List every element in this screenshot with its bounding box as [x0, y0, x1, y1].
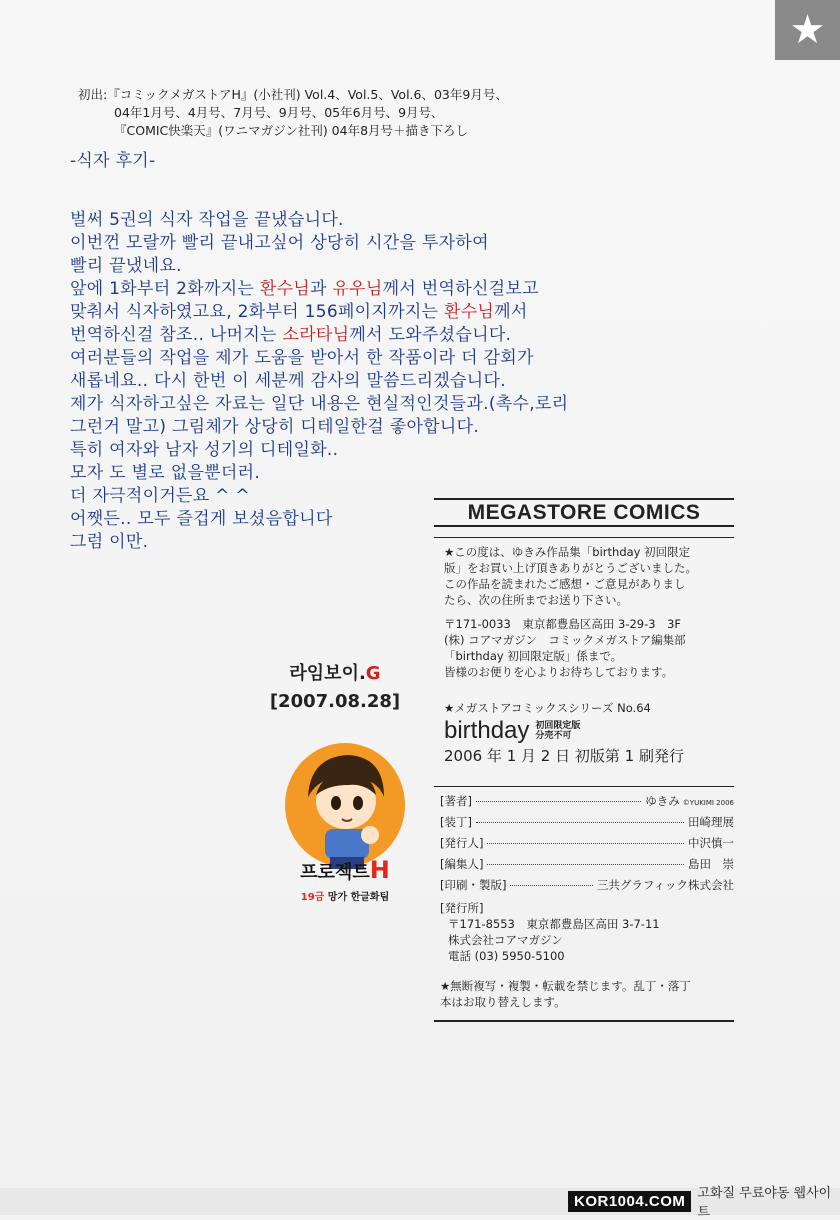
brand-title: MEGASTORE COMICS [434, 498, 734, 527]
publication-date: 2006 年 1 月 2 日 初版第 1 刷発行 [444, 747, 684, 765]
book-title-line [434, 718, 734, 744]
afterword-text: 어쨋든.. 모두 즐겁게 보셨음합니다 [70, 509, 333, 529]
mailing-address [434, 616, 734, 680]
publisher [434, 900, 734, 964]
signature [250, 660, 420, 716]
translator-name: 유우님 [332, 279, 383, 299]
afterword-text: 앞에 1화부터 2화까지는 [70, 279, 260, 299]
translator-name: 소라타님 [282, 325, 350, 345]
reader-message [434, 544, 734, 608]
afterword-text: 께서 [494, 302, 528, 322]
translator-name: 환수님 [259, 279, 311, 299]
staff-row [440, 793, 734, 814]
logo-h: H [369, 856, 390, 884]
age-rating: 19금 [300, 892, 325, 903]
credits-line: 初出:『コミックメガストアH』(小社刊) Vol.4、Vol.5、Vol.6、03年9月号、 [78, 87, 508, 102]
staff-row [440, 814, 734, 835]
afterword-line [70, 416, 770, 439]
credits-line: 04年1月号、4月号、7月号、9月号、05年6月号、9月号、 [114, 105, 444, 120]
reader-message-line: たら、次の住所までお送り下さい。 [444, 593, 628, 607]
colophon [434, 498, 734, 1022]
afterword-line [70, 301, 770, 324]
afterword-text: 모자 도 별로 없을뿐더러. [70, 463, 261, 483]
notice-line: ★無断複写・複製・転載を禁じます。乱丁・落丁 [440, 979, 691, 993]
afterword-text: 께서 번역하신걸보고 [382, 279, 539, 299]
staff-list [434, 786, 734, 898]
afterword-text: 그럼 이만. [70, 532, 149, 552]
watermark-logo: KOR1004.COM [568, 1191, 691, 1212]
staff-name: 田崎理展 [688, 815, 734, 829]
book-title: birthday [444, 717, 530, 744]
edition-tag-not-sold-separately: 分売不可 [535, 731, 572, 741]
afterword-line [70, 209, 770, 232]
afterword-text: 벌써 5권의 식자 작업을 끝냈습니다. [70, 210, 344, 230]
staff-role: [発行人] [440, 836, 484, 850]
afterword-text: 그런거 말고) 그림체가 상당히 디테일한걸 좋아합니다. [70, 417, 480, 437]
copyright: ©YUKIMI 2006 [682, 799, 734, 807]
staff-name: 中沢慎一 [688, 836, 734, 850]
publisher-line: 株式会社コアマガジン [448, 933, 563, 947]
afterword-line [70, 370, 770, 393]
closing-line: 皆様のお便りを心よりお待ちしております。 [444, 665, 674, 679]
watermark [568, 1186, 840, 1220]
afterword-text: 이번껀 모랄까 빨리 끝내고싶어 상당히 시간을 투자하여 [70, 233, 489, 253]
afterword-text: 께서 도와주셨습니다. [349, 325, 512, 345]
publisher-label: [発行所] [440, 901, 484, 915]
edition-tag-limited: 初回限定版 [535, 721, 581, 731]
divider [434, 537, 734, 538]
series-number: ★メガストアコミックスシリーズ No.64 [444, 701, 651, 715]
staff-role: [装丁] [440, 815, 472, 829]
signature-name-text: 라임보이. [289, 663, 366, 684]
typesetter-afterword [70, 150, 770, 554]
afterword-line [70, 278, 770, 301]
staff-role: [著者] [440, 794, 472, 808]
afterword-text: 여러분들의 작업을 제가 도움을 받아서 한 작품이라 더 감회가 [70, 348, 534, 368]
afterword-text: 번역하신걸 참조.. 나머지는 [70, 325, 283, 345]
star-icon: ★ [789, 7, 826, 53]
staff-role: [編集人] [440, 857, 484, 871]
staff-row [440, 856, 734, 877]
logo-text: 프로젝트 [300, 862, 370, 883]
afterword-line [70, 439, 770, 462]
afterword-line [70, 232, 770, 255]
address-line: (株) コアマガジン コミックメガストア編集部 [444, 633, 686, 647]
afterword-line [70, 255, 770, 278]
afterword-text: 빨리 끝냈네요. [70, 256, 182, 276]
project-h-subtitle [270, 888, 420, 903]
afterword-text: 더 자극적이거든요 ^ ^ [70, 486, 250, 506]
afterword-line [70, 393, 770, 416]
address-line: 〒171-0033 東京都豊島区高田 3-29-3 3F [444, 617, 682, 631]
publisher-line: 電話 (03) 5950-5100 [448, 949, 565, 963]
afterword-text: 과 [310, 279, 333, 299]
staff-name: ゆきみ [645, 794, 680, 808]
afterword-line [70, 324, 770, 347]
signature-name [250, 660, 420, 688]
notice-line: 本はお取り替えします。 [440, 995, 566, 1009]
staff-name: 島田 崇 [688, 857, 734, 871]
afterword-title: -식자 후기- [70, 151, 156, 171]
publisher-line: 〒171-8553 東京都豊島区高田 3-7-11 [448, 917, 660, 931]
first-publication-credits [78, 86, 678, 140]
afterword-text: 제가 식자하고싶은 자료는 일단 내용은 현실적인것들과.(촉수,로리 [70, 394, 569, 414]
afterword-line [70, 462, 770, 485]
signature-date: [2007.08.28] [269, 691, 401, 712]
edition-tag [535, 721, 580, 741]
afterword-text: 특히 여자와 남자 성기의 디테일화.. [70, 440, 339, 460]
credits-line: 『COMIC快楽天』(ワニマガジン社刊) 04年8月号＋描き下ろし [114, 123, 469, 138]
reader-message-line: この作品を読まれたご感想・ご意見がありまし [444, 577, 686, 591]
staff-name: 三共グラフィック株式会社 [596, 878, 734, 892]
afterword-line [70, 347, 770, 370]
reader-message-line: ★この度は、ゆきみ作品集「birthday 初回限定 [444, 545, 691, 559]
address-line: 「birthday 初回限定版」係まで。 [444, 649, 623, 663]
copyright-notice [434, 978, 734, 1022]
logo-subtitle: 망가 한글화팀 [324, 892, 390, 903]
translator-name: 환수님 [443, 302, 495, 322]
watermark-text: 고화질 무료야동 웹사이트 [697, 1186, 832, 1220]
staff-row [440, 835, 734, 856]
afterword-text: 맞춰서 식자하였고요, 2화부터 156페이지까지는 [70, 302, 444, 322]
afterword-text: 새롭네요.. 다시 한번 이 세분께 감사의 말씀드리겠습니다. [70, 371, 506, 391]
staff-role: [印刷・製版] [440, 878, 507, 892]
signature-name-g: G [365, 663, 381, 684]
project-h-logo [270, 856, 420, 884]
staff-row [440, 877, 734, 898]
reader-message-line: 版」をお買い上げ頂きありがとうございました。 [444, 561, 697, 575]
star-tab [775, 0, 840, 60]
